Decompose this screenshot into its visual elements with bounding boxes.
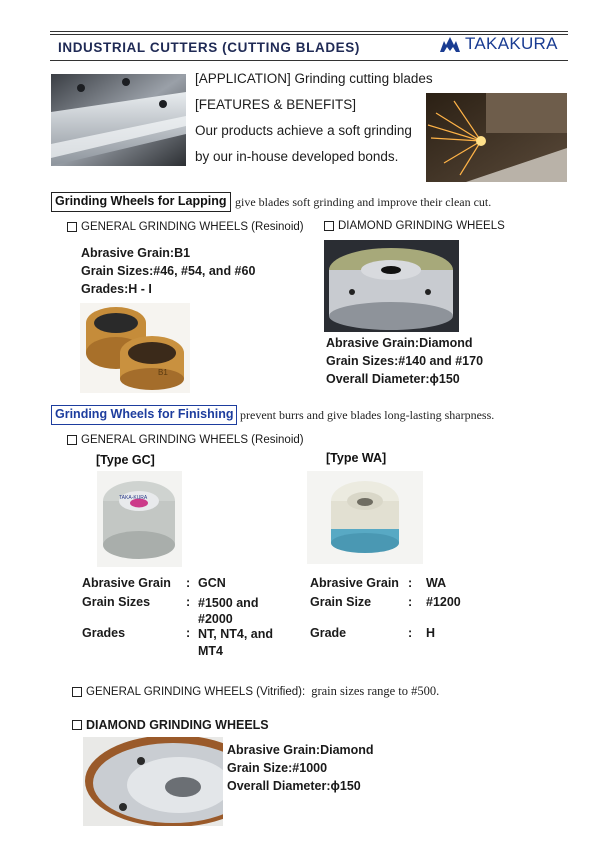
finishing-diamond-label-text: DIAMOND GRINDING WHEELS [86,718,269,732]
takakura-emblem-icon [438,35,462,53]
page-title: INDUSTRIAL CUTTERS (CUTTING BLADES) [58,40,360,55]
spec-sep: : [186,576,191,590]
vitrified-label [72,684,439,699]
sparks-grinding-photo [426,93,567,182]
spec-key: Grade [310,626,347,640]
finishing-general-label [67,434,304,446]
wheel-marking-b1: B1 [158,368,168,377]
spec-key: Grades [82,626,126,640]
lapping-general-sizes: Grain Sizes:#46, #54, and #60 [81,264,256,278]
application-line: [APPLICATION] Grinding cutting blades [195,71,433,86]
brand-logo [438,34,558,54]
spec-sep: : [408,576,413,590]
spec-key: Abrasive Grain [310,576,399,590]
lapping-diamond-label [324,220,505,232]
diamond-finishing-wheel-photo [83,737,223,826]
diamond-lapping-wheel-photo [324,240,459,332]
spec-key: Grain Size [310,595,372,609]
finishing-diamond-diameter: Overall Diameter:ϕ150 [227,779,361,793]
vitrified-label-text: GENERAL GRINDING WHEELS (Vitrified): [86,685,306,698]
spec-value: #1500 and #2000 [198,596,259,626]
checkbox-icon [324,221,334,231]
spec-key: Grain Sizes [82,595,151,609]
spec-value: NT, NT4, and MT4 [198,627,274,658]
vitrified-note: grain sizes range to #500. [311,684,440,698]
finishing-heading: Grinding Wheels for Finishing [51,405,237,425]
intro-body-line-2: by our in-house developed bonds. [195,149,399,164]
type-wa-label: [Type WA] [326,451,387,465]
spec-sep: : [408,626,413,640]
spec-sep: : [186,595,191,609]
wheel-brand-marking: TAKA-KURA [119,495,148,501]
spec-key: Abrasive Grain [82,576,171,590]
intro-body-line-1: Our products achieve a soft grinding [195,123,412,138]
spec-sep: : [408,595,413,609]
lapping-general-abrasive: Abrasive Grain:B1 [81,246,191,260]
finishing-description: prevent burrs and give blades long-lasting sharpness. [240,408,495,422]
lapping-general-label-text: GENERAL GRINDING WHEELS (Resinoid) [81,221,304,233]
spec-value: #1200 [426,595,461,609]
finishing-diamond-label [72,718,269,732]
wa-wheel-photo [307,471,423,564]
checkbox-icon [67,435,77,445]
lapping-diamond-diameter: Overall Diameter:ϕ150 [326,372,460,386]
lapping-heading: Grinding Wheels for Lapping [51,192,231,212]
checkbox-icon [72,720,82,730]
checkbox-icon [67,222,77,232]
lapping-general-grades: Grades:H - I [81,282,152,296]
cutting-blade-photo [51,74,186,166]
type-wa-spec-table [310,576,510,646]
b1-resinoid-wheel-photo [80,303,190,393]
lapping-general-label [67,221,304,233]
lapping-description: give blades soft grinding and improve their clean cut. [235,195,492,209]
spec-value: GCN [198,576,226,590]
finishing-diamond-size: Grain Size:#1000 [227,761,328,775]
gc-wheel-photo [97,471,182,567]
spec-value: WA [426,576,447,590]
lapping-diamond-abrasive: Abrasive Grain:Diamond [326,336,473,350]
finishing-general-label-text: GENERAL GRINDING WHEELS (Resinoid) [81,434,304,446]
finishing-diamond-abrasive: Abrasive Grain:Diamond [227,743,374,757]
header-rule-top [50,31,568,32]
type-gc-spec-table [82,576,292,666]
lapping-diamond-label-text: DIAMOND GRINDING WHEELS [338,220,505,232]
checkbox-icon [72,687,82,697]
spec-value: H [426,626,436,640]
features-line: [FEATURES & BENEFITS] [195,97,357,112]
type-gc-label: [Type GC] [96,453,155,467]
brand-name: TAKAKURA [465,34,558,53]
spec-sep: : [186,626,191,640]
header-rule-bottom [50,60,568,61]
lapping-diamond-sizes: Grain Sizes:#140 and #170 [326,354,484,368]
